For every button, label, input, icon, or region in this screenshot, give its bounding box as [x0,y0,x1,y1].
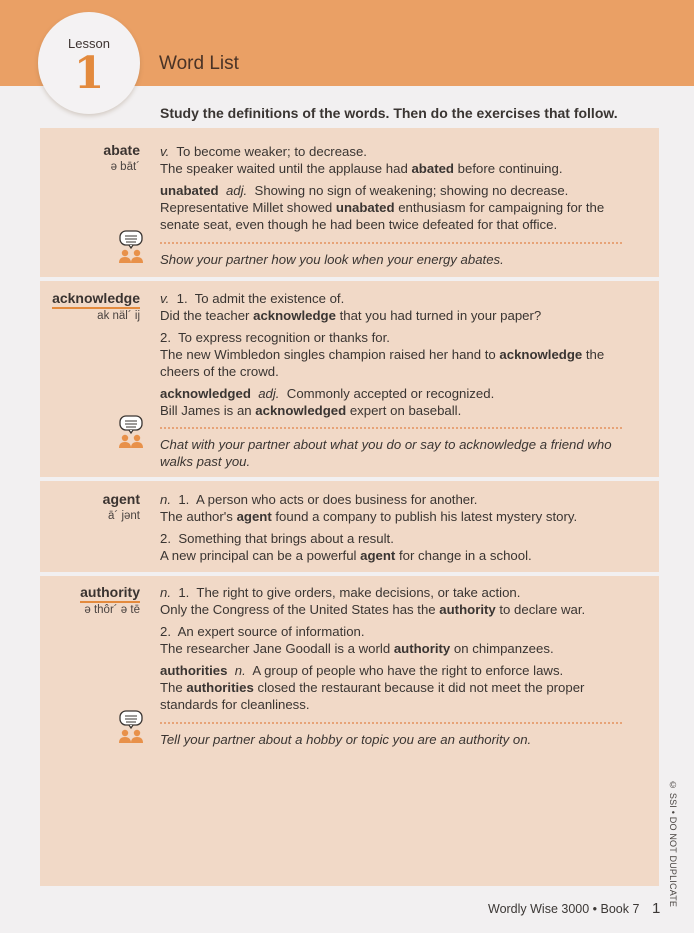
pronunciation: ak näl´ ij [97,310,140,322]
lesson-badge [38,12,140,114]
copyright-note: © SSI • DO NOT DUPLICATE [668,780,678,908]
definition-block: acknowledged adj. Commonly accepted or recognized. Bill James is an acknowledged expert on baseball. [160,386,495,418]
pronunciation: ə bāt´ [110,161,140,173]
definition-block: n. 1. A person who acts or does business for another. The author's agent found a company to publish his latest mystery story. [160,492,578,524]
definition-block: 2. An expert source of information. The researcher Jane Goodall is a world authority on chimpanzees. [160,624,554,656]
definition-block: authorities n. A group of people who have the right to enforce laws. The authorities closed the restaurant because it did not meet the proper standards for cleanliness. [160,663,585,712]
chat-prompt: Show your partner how you look when your energy abates. [160,252,504,267]
definition-block: v. To become weaker; to decrease. The speaker waited until the applause had abated before continuing. [160,144,563,176]
lesson-label: Lesson [68,36,110,51]
definitions [160,584,630,718]
entry-abate [40,128,659,277]
dotted-divider [160,427,622,429]
headword: authority [80,584,140,603]
dotted-divider [160,242,622,244]
instructions: Study the definitions of the words. Then do the exercises that follow. [160,105,618,121]
partner-chat-icon [116,415,146,449]
definitions [160,491,630,569]
footer-book-title: Wordly Wise 3000 • Book 7 [488,902,640,916]
headword: abate [103,142,140,158]
definitions [160,143,630,238]
headword: acknowledge [52,290,140,309]
chat-prompt: Tell your partner about a hobby or topic you are an authority on. [160,732,532,747]
entry-agent [40,481,659,572]
definition-block: n. 1. The right to give orders, make decisions, or take action. Only the Congress of the United States has the authority to declare war. [160,585,586,617]
definition-block: 2. Something that brings about a result. A new principal can be a powerful agent for change in a school. [160,531,532,563]
definition-block: 2. To express recognition or thanks for. The new Wimbledon singles champion raised her hand to acknowledge the cheers of the crowd. [160,330,605,379]
partner-chat-icon [116,230,146,264]
headword: agent [102,491,140,507]
pronunciation: ə thôr´ ə tē [84,604,140,616]
definitions [160,290,630,424]
chat-prompt: Chat with your partner about what you do or say to acknowledge a friend who walks past you. [160,437,612,469]
page-title: Word List [159,53,239,74]
partner-chat-icon [116,710,146,744]
lesson-number: 1 [73,48,105,99]
entry-authority [40,576,659,886]
entry-acknowledge [40,281,659,477]
definition-block: unabated adj. Showing no sign of weakening; showing no decrease. Representative Millet showed unabated enthusiasm for campaigning for the senate seat, even though he had been twice defeated for that office. [160,183,605,232]
page-number: 1 [652,900,661,917]
dotted-divider [160,722,622,724]
definition-block: v. 1. To admit the existence of. Did the teacher acknowledge that you had turned in your paper? [160,291,542,323]
pronunciation: ā´ jənt [108,510,140,522]
